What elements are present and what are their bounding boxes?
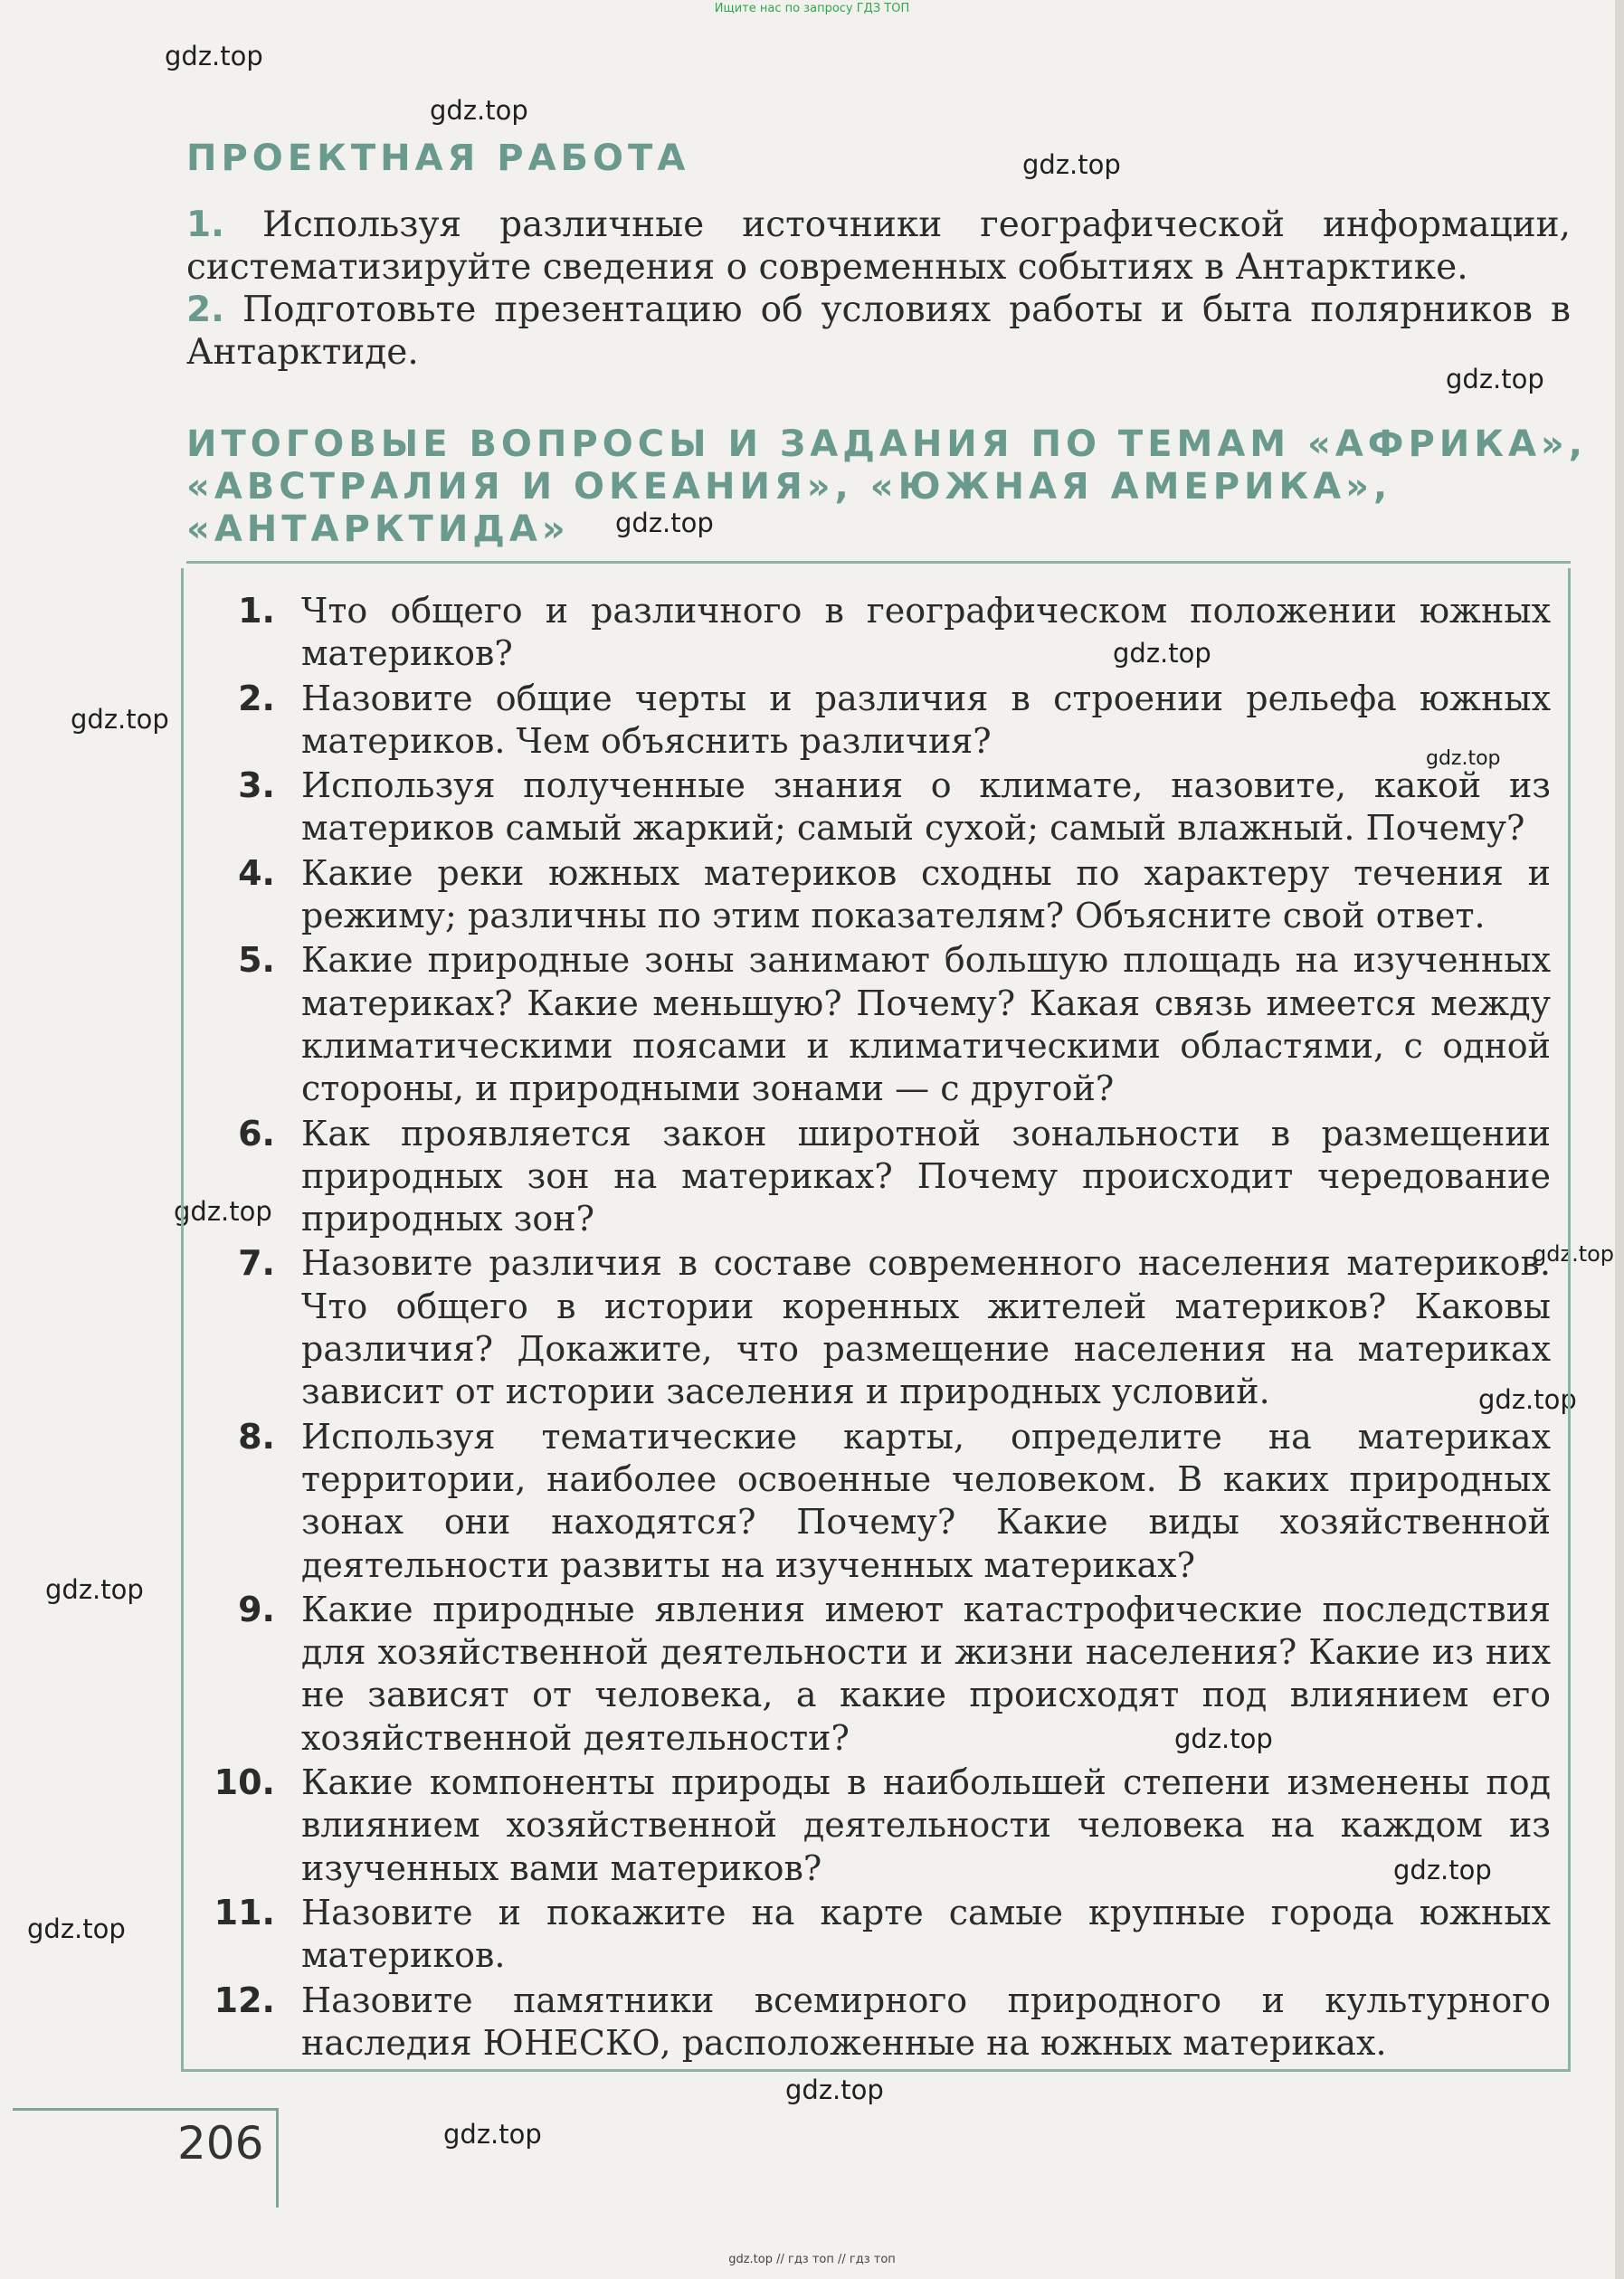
watermark: gdz.top xyxy=(1533,1241,1615,1267)
watermark: gdz.top xyxy=(165,41,263,71)
watermark: gdz.top xyxy=(1426,747,1501,770)
question-text: Что общего и различного в географическом положении южных материков? xyxy=(301,591,1551,674)
question-text: Назовите памятники всемирного природного и культурного наследия ЮНЕСКО, расположенные на южных материках. xyxy=(301,1980,1551,2063)
question-number: 6. xyxy=(238,1113,275,1154)
watermark: gdz.top xyxy=(71,704,169,735)
top-banner[interactable]: Ищите нас по запросу ГДЗ ТОП xyxy=(714,2,910,15)
watermark: gdz.top xyxy=(1393,1855,1492,1885)
question-text: Как проявляется закон широтной зональности в размещении природных зон на материках? Почему происходит чередование природных зон? xyxy=(301,1113,1551,1239)
question-item xyxy=(212,764,1551,850)
project-list xyxy=(186,204,1571,374)
page-edge xyxy=(1615,0,1624,2279)
watermark: gdz.top xyxy=(1022,149,1121,180)
question-list xyxy=(212,590,1551,2066)
bottom-banner[interactable]: gdz.top // гдз топ // гдз топ xyxy=(728,2253,896,2266)
question-text: Какие реки южных материков сходны по характеру течения и режиму; различны по этим показателям? Объясните свой ответ. xyxy=(301,852,1551,936)
question-text: Назовите и покажите на карте самые крупные города южных материков. xyxy=(301,1892,1551,1976)
item-text: Используя различные источники географической информации, систематизируйте сведения о современных событиях в Антарктике. xyxy=(186,204,1571,288)
question-text: Назовите общие черты и различия в строении рельефа южных материков. Чем объяснить различия? xyxy=(301,678,1551,761)
question-text: Какие компоненты природы в наибольшей степени изменены под влиянием хозяйственной деятельности человека на каждом из изученных вами материков? xyxy=(301,1762,1551,1888)
watermark: gdz.top xyxy=(1113,638,1211,669)
question-number: 7. xyxy=(238,1243,275,1284)
question-number: 9. xyxy=(238,1589,275,1629)
item-text: Подготовьте презентацию об условиях работы и быта полярников в Антарктиде. xyxy=(186,290,1571,373)
question-item xyxy=(212,1761,1551,1890)
question-number: 2. xyxy=(238,678,275,718)
section-rule xyxy=(186,561,1571,564)
watermark: gdz.top xyxy=(45,1574,144,1605)
watermark: gdz.top xyxy=(443,2119,542,2150)
question-number: 8. xyxy=(238,1416,275,1457)
question-number: 3. xyxy=(238,765,275,806)
page-number: 206 xyxy=(177,2117,264,2170)
question-item xyxy=(212,939,1551,1110)
watermark: gdz.top xyxy=(785,2075,884,2105)
watermark: gdz.top xyxy=(1478,1384,1577,1415)
final-heading-line: «АНТАРКТИДА» xyxy=(186,508,570,550)
watermark: gdz.top xyxy=(174,1196,272,1227)
page-corner-rule xyxy=(13,2108,279,2111)
question-item xyxy=(212,1589,1551,1760)
question-text: Используя полученные знания о климате, назовите, какой из материков самый жаркий; самый сухой; самый влажный. Почему? xyxy=(301,765,1551,849)
question-item xyxy=(212,590,1551,676)
item-number: 2. xyxy=(186,290,224,330)
page-corner-rule xyxy=(276,2108,279,2208)
question-number: 12. xyxy=(214,1980,275,2020)
watermark: gdz.top xyxy=(1446,364,1544,394)
project-heading: ПРОЕКТНАЯ РАБОТА xyxy=(186,138,690,179)
question-text: Используя тематические карты, определите на материках территории, наиболее освоенные человеком. В каких природных зонах они находятся? Почему? Какие виды хозяйственной деятельности развиты на изученных материках? xyxy=(301,1416,1551,1585)
question-text: Какие природные зоны занимают большую площадь на изученных материках? Какие меньшую? Почему? Какая связь имеется между климатическими поясами и климатическими областями, с одной стороны, и природными зонами — с другой? xyxy=(301,940,1551,1109)
question-number: 10. xyxy=(214,1762,275,1803)
question-item xyxy=(212,1416,1551,1587)
watermark: gdz.top xyxy=(27,1913,126,1944)
project-item xyxy=(186,289,1571,374)
final-heading-line: ИТОГОВЫЕ ВОПРОСЫ И ЗАДАНИЯ ПО ТЕМАМ «АФРИКА», xyxy=(186,423,1587,465)
question-item xyxy=(212,1892,1551,1978)
question-item xyxy=(212,1980,1551,2065)
question-item xyxy=(212,1242,1551,1413)
project-item xyxy=(186,204,1571,289)
watermark: gdz.top xyxy=(615,508,714,538)
final-heading-line: «АВСТРАЛИЯ И ОКЕАНИЯ», «ЮЖНАЯ АМЕРИКА», xyxy=(186,466,1392,508)
question-number: 4. xyxy=(238,852,275,893)
watermark: gdz.top xyxy=(430,95,528,126)
question-text: Назовите различия в составе современного населения материков. Что общего в истории коренных жителей материков? Каковы различия? Докажите, что размещение населения на материках зависит от истории заселения и природных условий. xyxy=(301,1243,1551,1412)
question-item xyxy=(212,852,1551,938)
question-item xyxy=(212,678,1551,764)
watermark: gdz.top xyxy=(1174,1723,1273,1754)
question-text: Какие природные явления имеют катастрофические последствия для хозяйственной деятельности и жизни населения? Какие из них не зависят от человека, а какие происходят под влиянием его хозяйственной деятельности? xyxy=(301,1589,1551,1758)
question-number: 5. xyxy=(238,940,275,981)
question-number: 11. xyxy=(214,1892,275,1932)
question-number: 1. xyxy=(238,591,275,631)
item-number: 1. xyxy=(186,204,224,245)
question-item xyxy=(212,1113,1551,1241)
